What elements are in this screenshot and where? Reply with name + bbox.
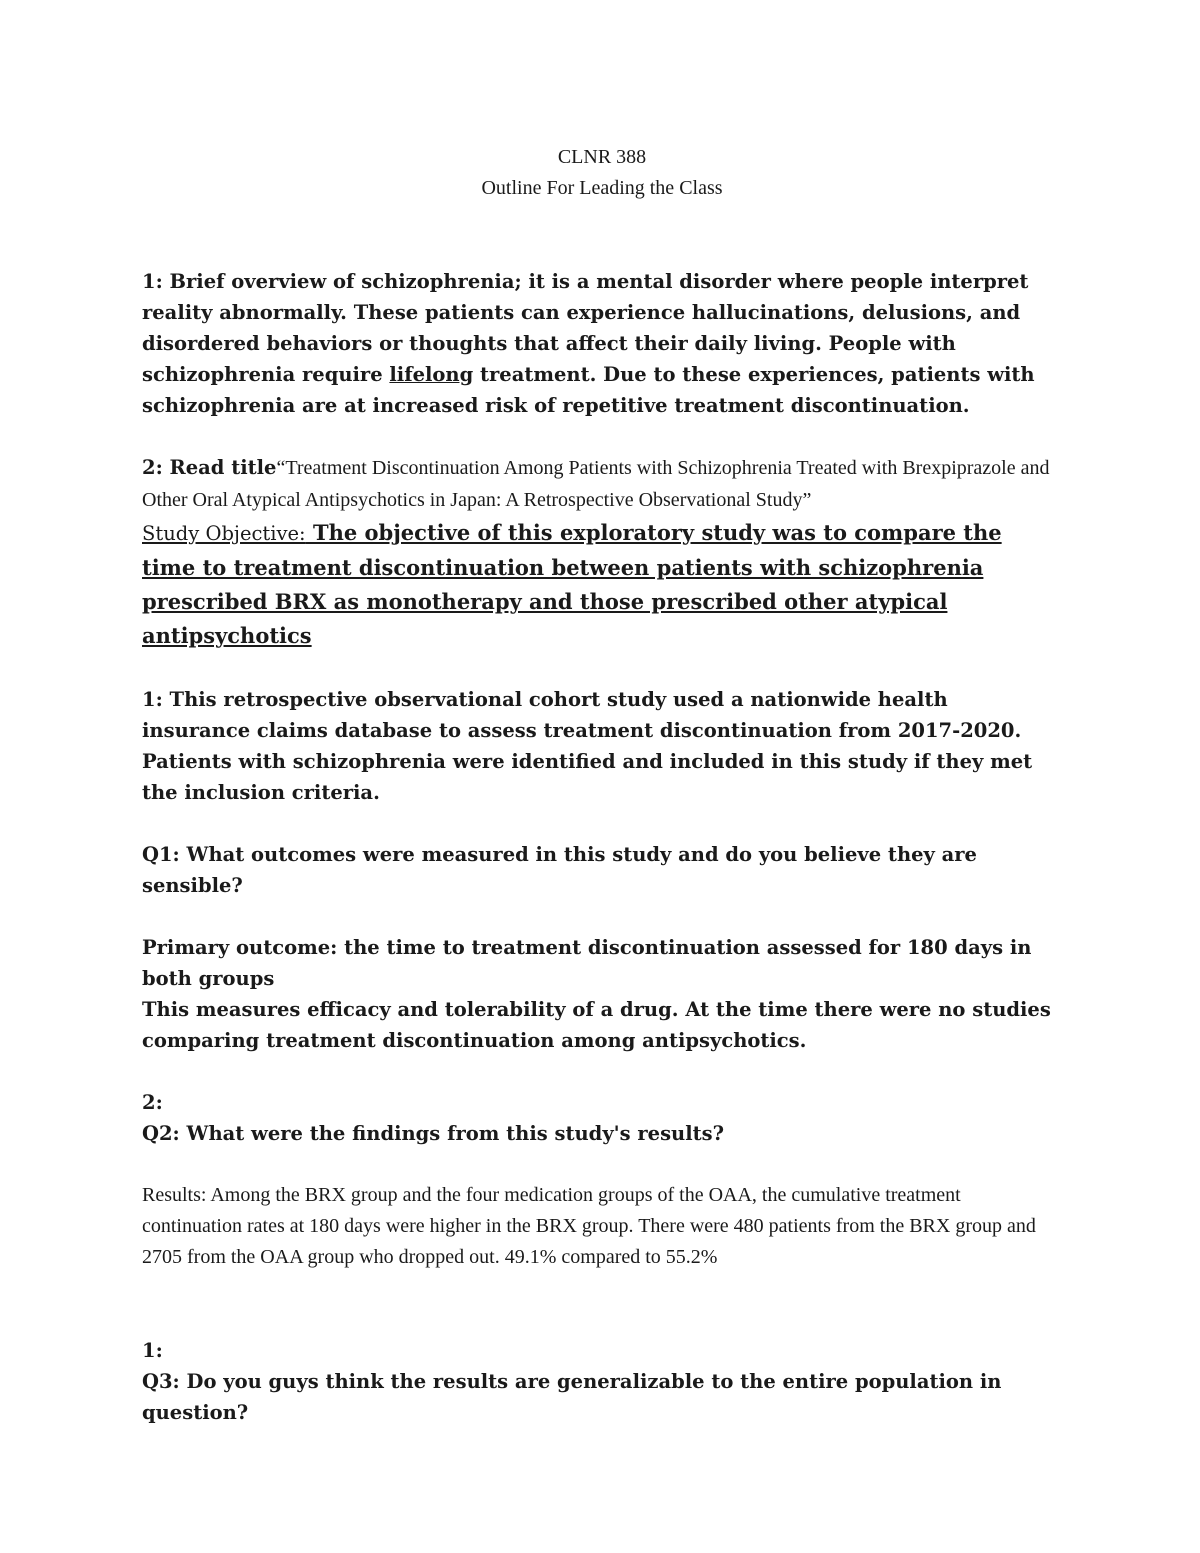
document-content [142, 142, 1062, 1428]
outcome-rationale: This measures efficacy and tolerability of a drug. At the time there were no studies comparing treatment discontinuation among antipsychotics. [142, 998, 1051, 1052]
results-paragraph: Results: Among the BRX group and the four medication groups of the OAA, the cumulative treatment continuation rates at 180 days were higher in the BRX group. There were 480 patients from the BRX group and 2705 from the OAA group who dropped out. 49.1% compared to 55.2% [142, 1184, 1036, 1268]
study-objective-label: Study Objective: [142, 522, 306, 545]
question-2: Q2: What were the findings from this study's results? [142, 1122, 725, 1145]
spacer [142, 901, 1062, 932]
spacer [142, 1273, 1062, 1304]
spacer [142, 421, 1062, 452]
course-code: CLNR 388 [557, 146, 647, 168]
spacer [142, 653, 1062, 684]
primary-outcome: Primary outcome: the time to treatment discontinuation assessed for 180 days in both groups [142, 936, 1032, 990]
read-title-paragraph [142, 452, 1062, 516]
spacer [142, 1304, 1062, 1335]
question-3: Q3: Do you guys think the results are generalizable to the entire population in question? [142, 1370, 1002, 1424]
study-objective [142, 516, 1062, 653]
overview-text-b: treatment. Due to these experiences, patients with schizophrenia are at increased risk of repetitive treatment discontinuation. [142, 363, 1035, 417]
study-title: “Treatment Discontinuation Among Patients with Schizophrenia Treated with Brexpiprazole and Other Oral Atypical Antipsychotics in Japan: A Retrospective Observational Study” [142, 457, 1050, 511]
section-number-1: 1: [142, 1339, 163, 1362]
overview-underlined-word: lifelong [389, 363, 474, 386]
schizophrenia-overview [142, 266, 1062, 421]
spacer [142, 1149, 1062, 1180]
read-title-prefix: 2: Read title [142, 456, 277, 479]
study-objective-text: The objective of this exploratory study was to compare the time to treatment discontinuation between patients with schizophrenia prescribed BRX as monotherapy and those prescribed other atypical antipsychotics [142, 520, 1002, 648]
study-design-paragraph: 1: This retrospective observational cohort study used a nationwide health insurance claims database to assess treatment discontinuation from 2017-2020. Patients with schizophrenia were identified and included in this study if they met the inclusion criteria. [142, 688, 1033, 804]
document-header [142, 142, 1062, 204]
document-subtitle: Outline For Leading the Class [481, 177, 723, 199]
question-1: Q1: What outcomes were measured in this study and do you believe they are sensible? [142, 843, 977, 897]
section-number-2: 2: [142, 1091, 163, 1114]
spacer [142, 808, 1062, 839]
spacer [142, 1056, 1062, 1087]
overview-text-a: 1: Brief overview of schizophrenia; it is a mental disorder where people interpret reality abnormally. These patients can experience hallucinations, delusions, and disordered behaviors or thoughts that affect their daily living. People with schizophrenia require [142, 270, 1029, 386]
